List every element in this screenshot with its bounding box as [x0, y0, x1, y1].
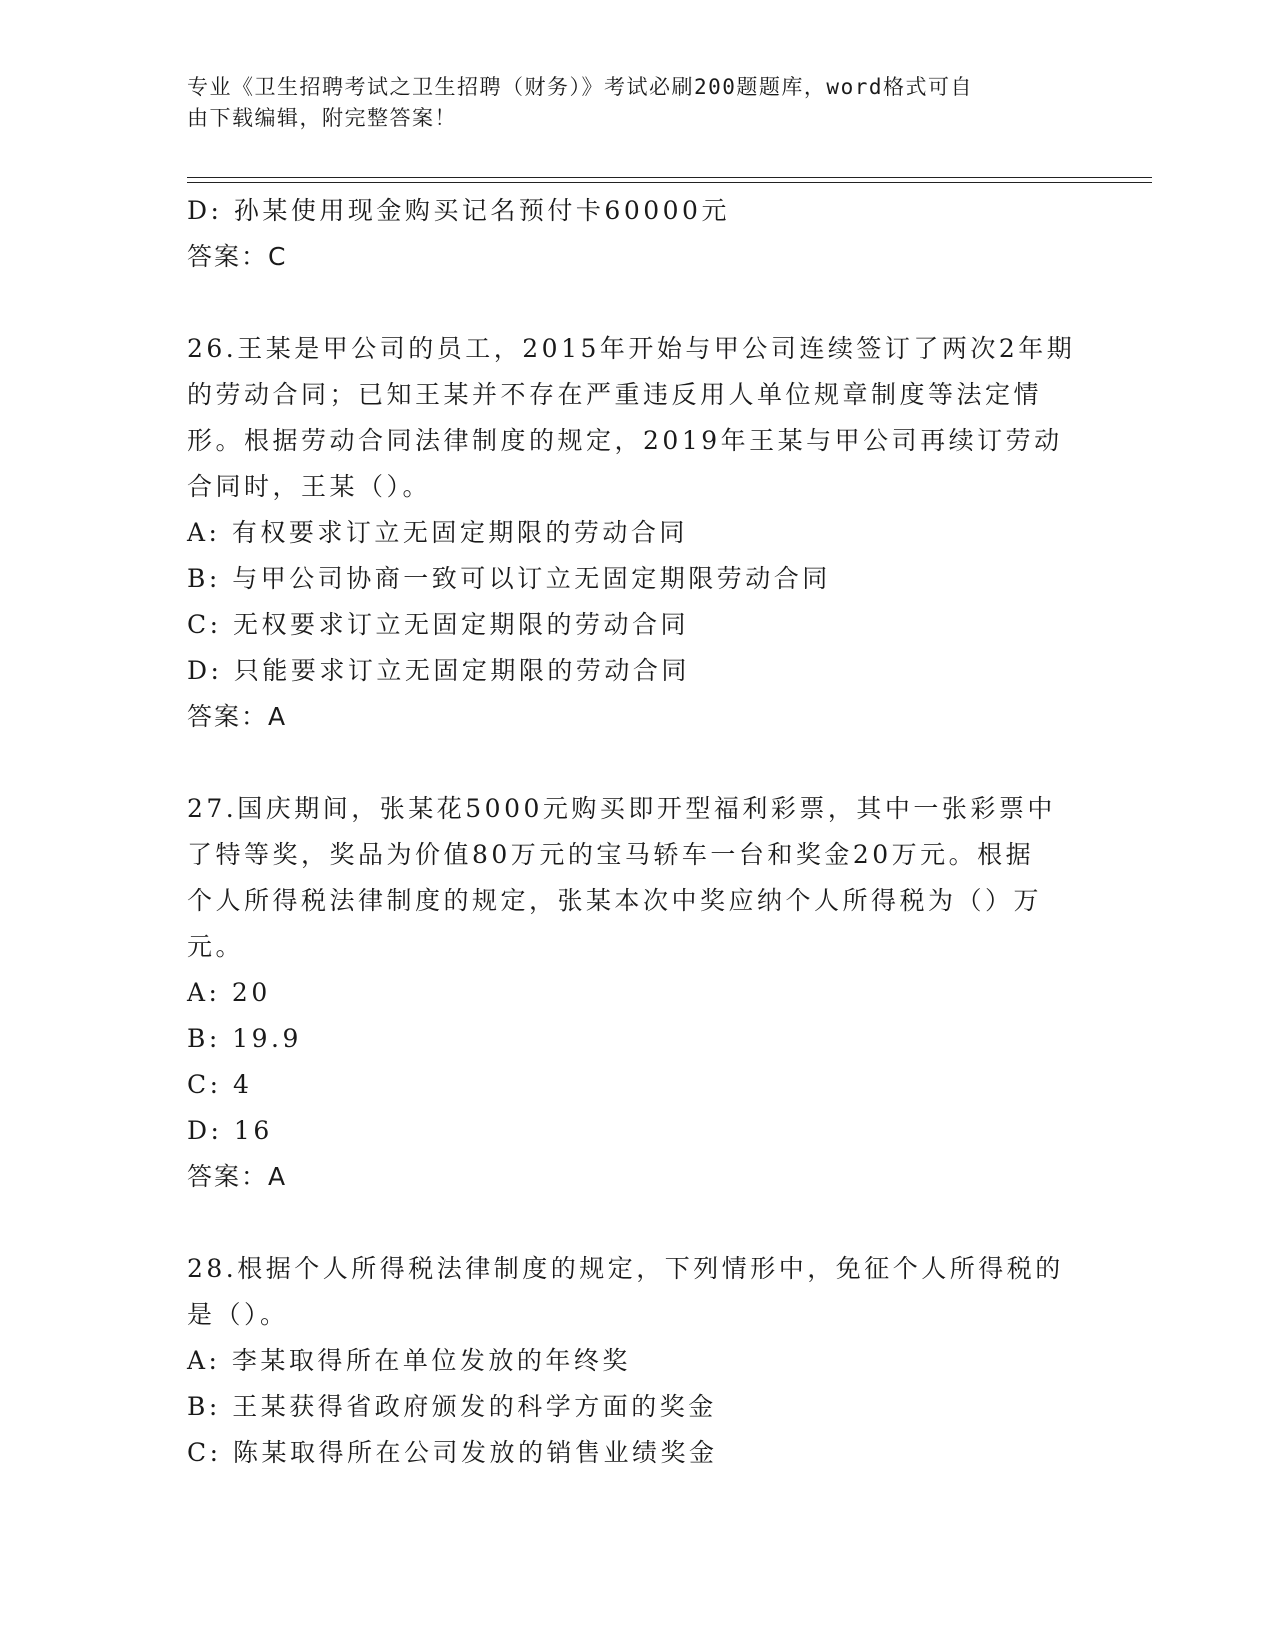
question-27-stem-line: 元。 — [187, 932, 245, 961]
header-rule-bottom — [187, 182, 1152, 183]
prev-option-d: D: 孙某使用现金购买记名预付卡60000元 — [187, 196, 730, 225]
question-28 — [187, 1246, 1087, 1476]
header-line-1: 专业《卫生招聘考试之卫生招聘（财务）》考试必刷200题题库，word格式可自 — [187, 75, 973, 99]
question-26-option-a: A: 有权要求订立无固定期限的劳动合同 — [187, 518, 688, 547]
question-27-stem-line: 个人所得税法律制度的规定，张某本次中奖应纳个人所得税为（）万 — [187, 886, 1043, 915]
header-line-2: 由下载编辑，附完整答案！ — [187, 106, 457, 130]
question-26-option-b: B: 与甲公司协商一致可以订立无固定期限劳动合同 — [187, 564, 831, 593]
spacer — [187, 1200, 1087, 1246]
question-26-option-c: C: 无权要求订立无固定期限的劳动合同 — [187, 610, 689, 639]
question-27-option-b: B: 19.9 — [187, 1024, 302, 1053]
document-header — [187, 72, 1087, 134]
question-27-option-c: C: 4 — [187, 1070, 253, 1099]
question-26-stem-line: 26.王某是甲公司的员工，2015年开始与甲公司连续签订了两次2年期 — [187, 334, 1076, 363]
question-28-stem-line: 28.根据个人所得税法律制度的规定，下列情形中，免征个人所得税的 — [187, 1254, 1064, 1283]
prev-answer: 答案：C — [187, 242, 288, 271]
spacer — [187, 740, 1087, 786]
question-26-option-d: D: 只能要求订立无固定期限的劳动合同 — [187, 656, 690, 685]
question-27-option-a: A: 20 — [187, 978, 271, 1007]
question-27-stem-line: 了特等奖，奖品为价值80万元的宝马轿车一台和奖金20万元。根据 — [187, 840, 1035, 869]
question-26-answer: 答案：A — [187, 702, 288, 731]
question-27-answer: 答案：A — [187, 1162, 288, 1191]
question-28-stem-line: 是（）。 — [187, 1300, 289, 1329]
question-28-option-a: A: 李某取得所在单位发放的年终奖 — [187, 1346, 631, 1375]
question-26-stem-line: 合同时，王某（）。 — [187, 472, 432, 501]
question-body — [187, 188, 1087, 1476]
question-27-stem-line: 27.国庆期间，张某花5000元购买即开型福利彩票，其中一张彩票中 — [187, 794, 1056, 823]
spacer — [187, 280, 1087, 326]
question-27-option-d: D: 16 — [187, 1116, 273, 1145]
question-28-option-b: B: 王某获得省政府颁发的科学方面的奖金 — [187, 1392, 717, 1421]
question-26 — [187, 326, 1087, 740]
header-rule-top — [187, 177, 1152, 178]
question-26-stem-line: 形。根据劳动合同法律制度的规定，2019年王某与甲公司再续订劳动 — [187, 426, 1063, 455]
question-26-stem-line: 的劳动合同；已知王某并不存在严重违反用人单位规章制度等法定情 — [187, 380, 1043, 409]
question-28-option-c: C: 陈某取得所在公司发放的销售业绩奖金 — [187, 1438, 718, 1467]
question-27 — [187, 786, 1087, 1200]
